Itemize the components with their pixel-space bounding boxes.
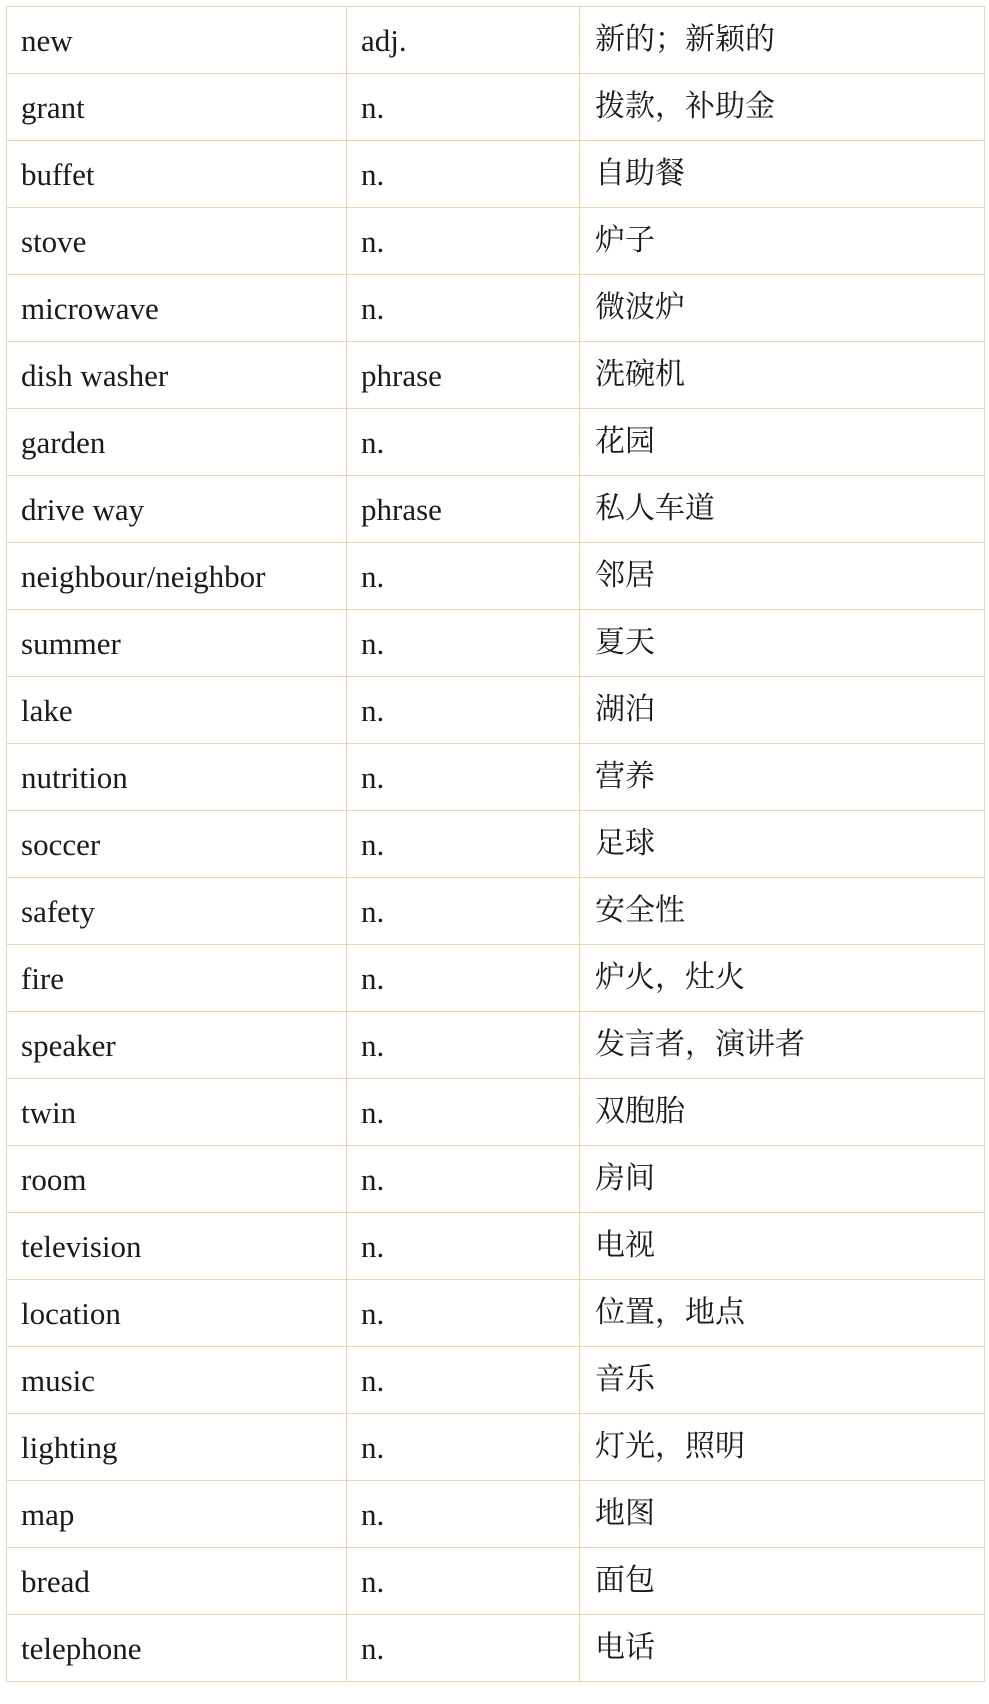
table-row [7,1213,985,1280]
part-of-speech-cell: phrase [347,476,580,543]
meaning-cell: 面包 [580,1548,985,1615]
word-cell: soccer [7,811,347,878]
meaning-cell: 夏天 [580,610,985,677]
meaning-cell: 安全性 [580,878,985,945]
meaning-cell: 位置，地点 [580,1280,985,1347]
table-row [7,1481,985,1548]
part-of-speech-cell: n. [347,1548,580,1615]
meaning-cell: 新的；新颖的 [580,7,985,74]
meaning-cell: 电视 [580,1213,985,1280]
word-cell: new [7,7,347,74]
table-row [7,1079,985,1146]
word-cell: buffet [7,141,347,208]
vocabulary-table-body [7,7,985,1682]
part-of-speech-cell: n. [347,1347,580,1414]
table-row [7,275,985,342]
meaning-cell: 炉子 [580,208,985,275]
part-of-speech-cell: n. [347,1213,580,1280]
table-row [7,1414,985,1481]
table-row [7,543,985,610]
word-cell: room [7,1146,347,1213]
meaning-cell: 发言者，演讲者 [580,1012,985,1079]
meaning-cell: 自助餐 [580,141,985,208]
word-cell: twin [7,1079,347,1146]
part-of-speech-cell: n. [347,141,580,208]
meaning-cell: 电话 [580,1615,985,1682]
word-cell: microwave [7,275,347,342]
part-of-speech-cell: n. [347,74,580,141]
part-of-speech-cell: n. [347,677,580,744]
meaning-cell: 邻居 [580,543,985,610]
word-cell: lake [7,677,347,744]
word-cell: map [7,1481,347,1548]
part-of-speech-cell: n. [347,945,580,1012]
word-cell: music [7,1347,347,1414]
table-row [7,744,985,811]
word-cell: nutrition [7,744,347,811]
word-cell: dish washer [7,342,347,409]
word-cell: telephone [7,1615,347,1682]
part-of-speech-cell: adj. [347,7,580,74]
part-of-speech-cell: n. [347,878,580,945]
part-of-speech-cell: n. [347,1146,580,1213]
word-cell: garden [7,409,347,476]
table-row [7,1280,985,1347]
table-row [7,208,985,275]
word-cell: bread [7,1548,347,1615]
table-row [7,7,985,74]
table-row [7,1012,985,1079]
word-cell: speaker [7,1012,347,1079]
meaning-cell: 足球 [580,811,985,878]
table-row [7,1347,985,1414]
meaning-cell: 音乐 [580,1347,985,1414]
part-of-speech-cell: n. [347,1079,580,1146]
word-cell: location [7,1280,347,1347]
table-row [7,74,985,141]
word-cell: neighbour/neighbor [7,543,347,610]
word-cell: television [7,1213,347,1280]
part-of-speech-cell: n. [347,409,580,476]
meaning-cell: 房间 [580,1146,985,1213]
table-row [7,1548,985,1615]
meaning-cell: 湖泊 [580,677,985,744]
meaning-cell: 灯光，照明 [580,1414,985,1481]
meaning-cell: 营养 [580,744,985,811]
word-cell: grant [7,74,347,141]
vocabulary-table [6,6,985,1682]
word-cell: safety [7,878,347,945]
meaning-cell: 地图 [580,1481,985,1548]
meaning-cell: 花园 [580,409,985,476]
table-row [7,878,985,945]
part-of-speech-cell: n. [347,1414,580,1481]
table-row [7,409,985,476]
part-of-speech-cell: n. [347,543,580,610]
part-of-speech-cell: n. [347,208,580,275]
table-row [7,945,985,1012]
part-of-speech-cell: n. [347,1280,580,1347]
table-row [7,141,985,208]
word-cell: fire [7,945,347,1012]
part-of-speech-cell: n. [347,1481,580,1548]
part-of-speech-cell: n. [347,744,580,811]
table-row [7,476,985,543]
meaning-cell: 炉火，灶火 [580,945,985,1012]
part-of-speech-cell: phrase [347,342,580,409]
meaning-cell: 双胞胎 [580,1079,985,1146]
meaning-cell: 拨款，补助金 [580,74,985,141]
part-of-speech-cell: n. [347,1615,580,1682]
part-of-speech-cell: n. [347,275,580,342]
part-of-speech-cell: n. [347,811,580,878]
word-cell: summer [7,610,347,677]
part-of-speech-cell: n. [347,610,580,677]
table-row [7,342,985,409]
meaning-cell: 微波炉 [580,275,985,342]
table-row [7,610,985,677]
word-cell: stove [7,208,347,275]
meaning-cell: 私人车道 [580,476,985,543]
table-row [7,677,985,744]
table-row [7,811,985,878]
table-row [7,1146,985,1213]
word-cell: lighting [7,1414,347,1481]
table-row [7,1615,985,1682]
part-of-speech-cell: n. [347,1012,580,1079]
word-cell: drive way [7,476,347,543]
meaning-cell: 洗碗机 [580,342,985,409]
